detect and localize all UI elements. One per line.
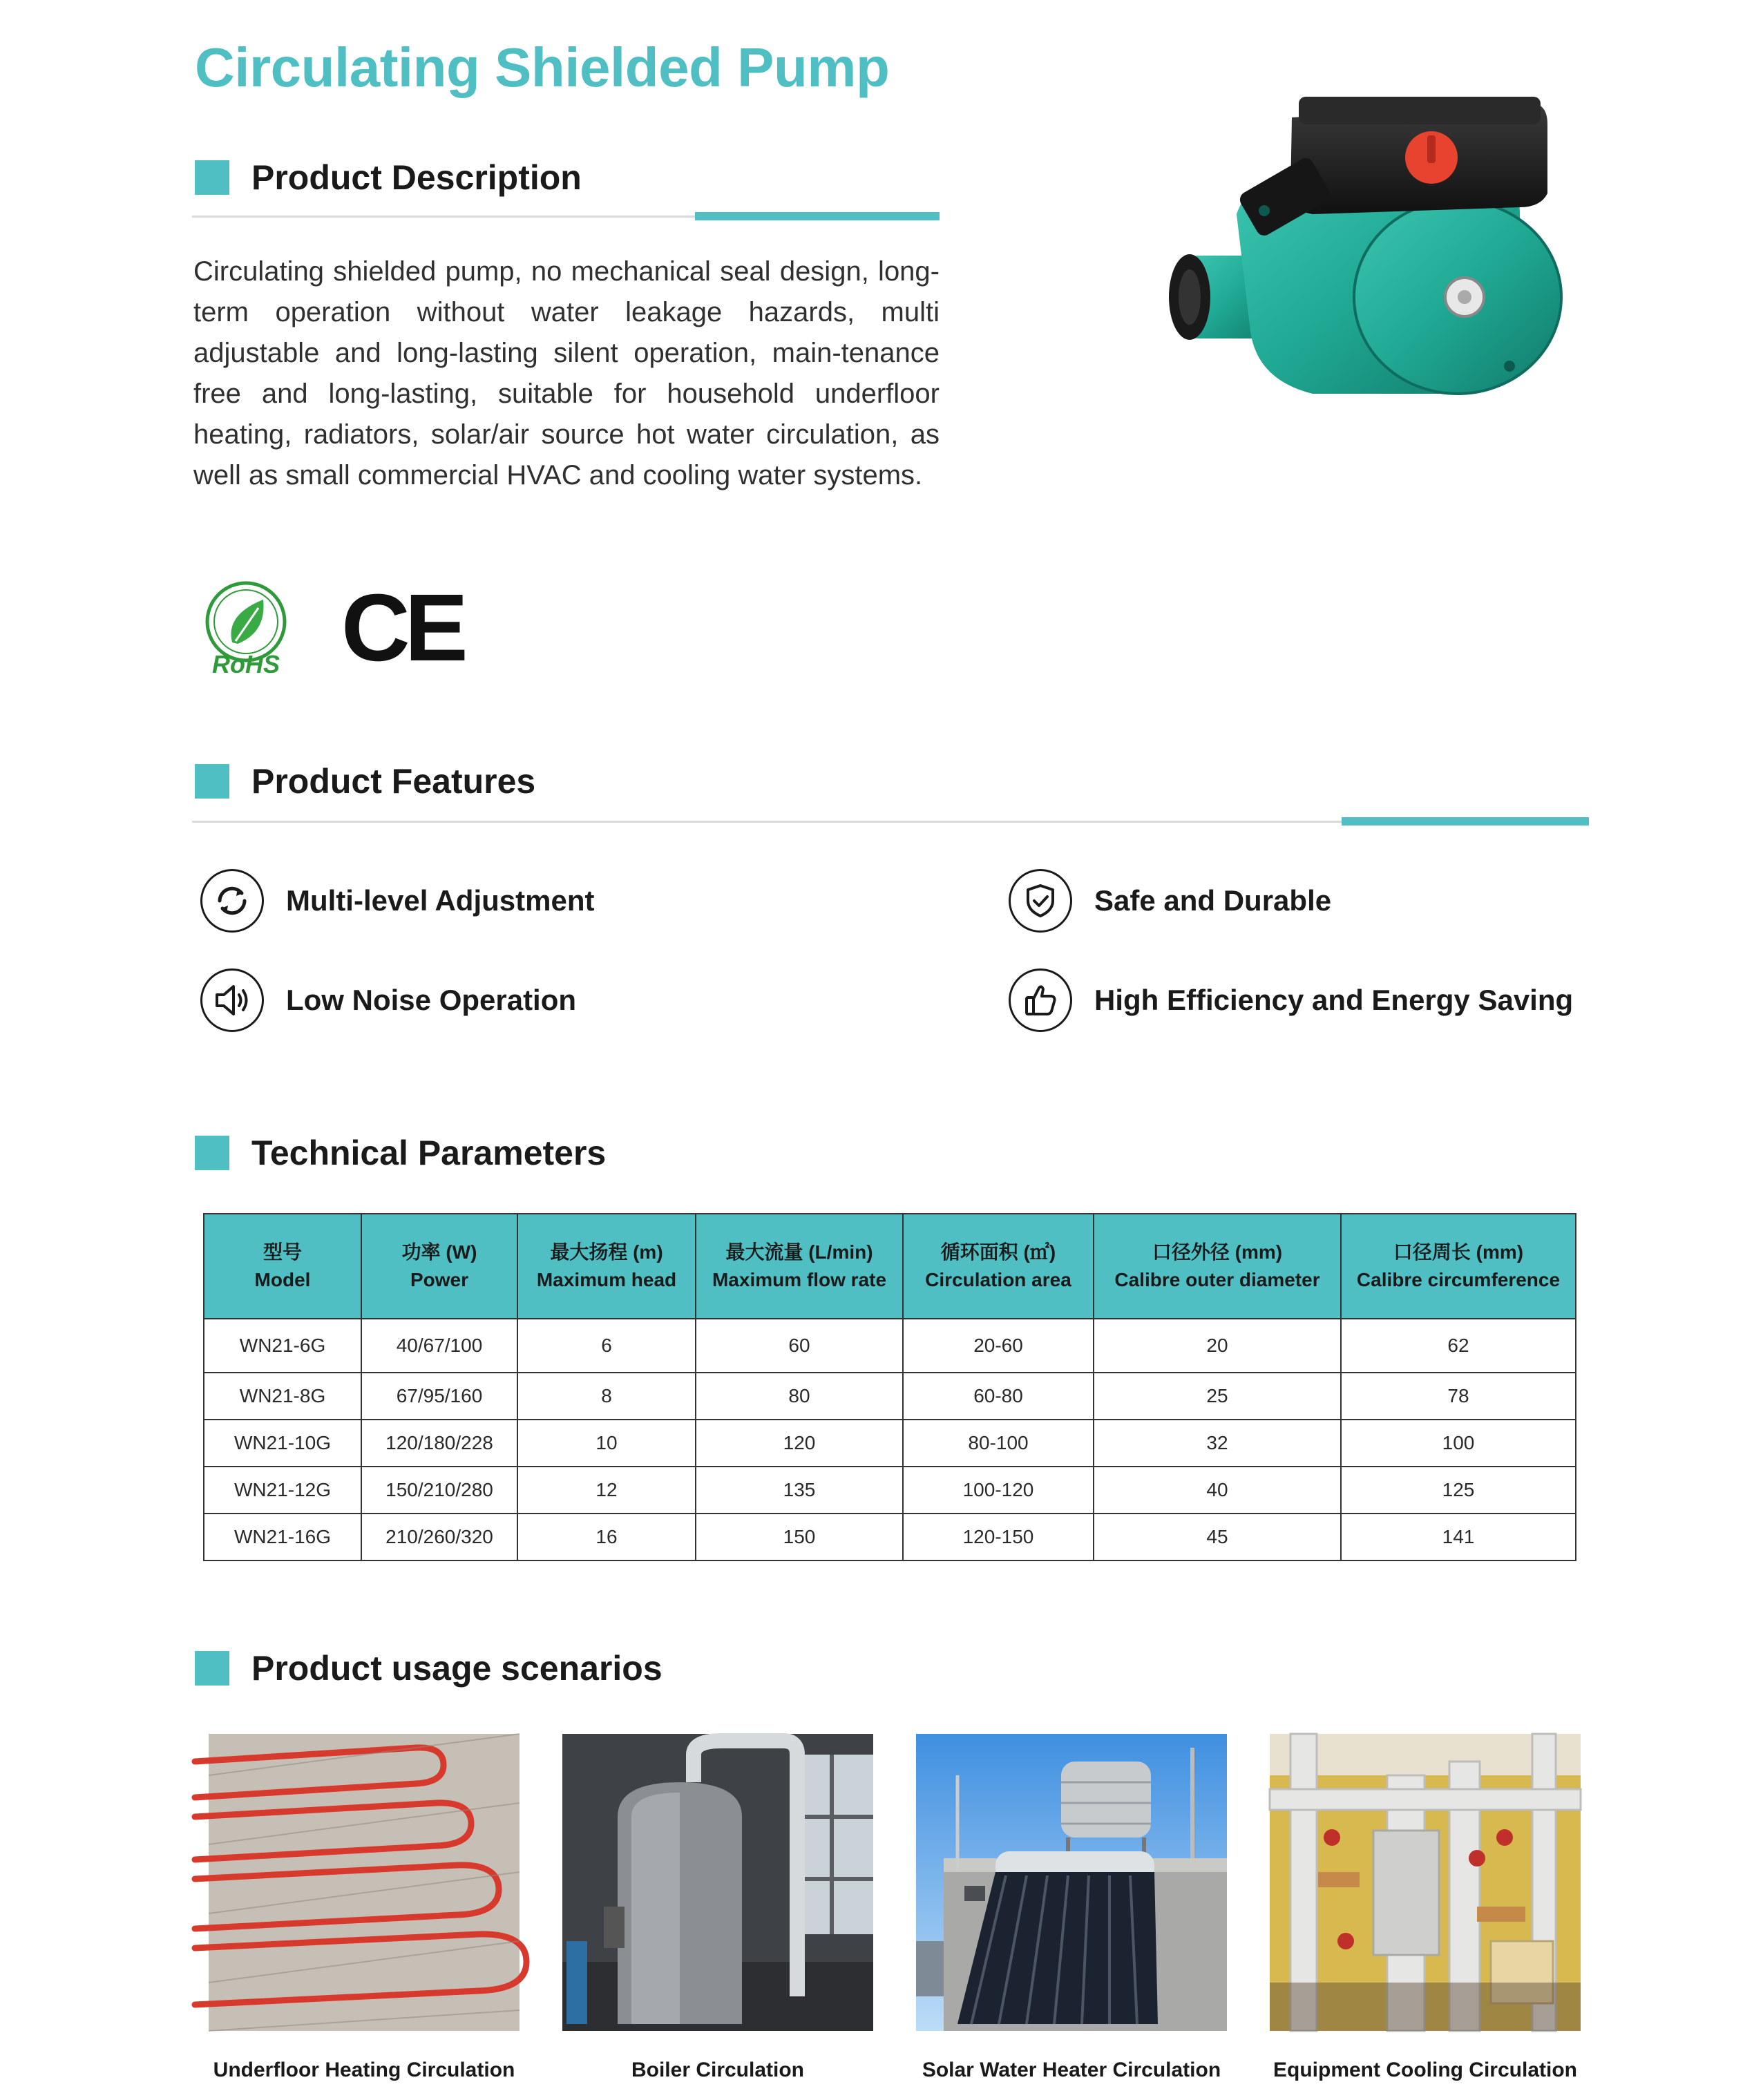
table-cell: WN21-6G bbox=[204, 1319, 361, 1373]
table-cell: 45 bbox=[1094, 1514, 1341, 1560]
section-marker bbox=[195, 764, 229, 799]
feature-label: Safe and Durable bbox=[1094, 884, 1332, 917]
table-cell: 78 bbox=[1341, 1373, 1576, 1420]
table-cell: 125 bbox=[1341, 1467, 1576, 1514]
table-cell: WN21-12G bbox=[204, 1467, 361, 1514]
feature-label: Low Noise Operation bbox=[286, 984, 577, 1016]
table-cell: 120-150 bbox=[903, 1514, 1094, 1560]
table-cell: 210/260/320 bbox=[361, 1514, 517, 1560]
table-row bbox=[204, 1373, 1576, 1420]
column-header-circumference: 口径周长 (mm) Calibre circumference bbox=[1341, 1214, 1576, 1319]
feature-high-efficiency bbox=[1009, 968, 1573, 1032]
speaker-icon bbox=[200, 968, 264, 1032]
table-cell: 100-120 bbox=[903, 1467, 1094, 1514]
section-marker bbox=[195, 1136, 229, 1170]
table-cell: 20-60 bbox=[903, 1319, 1094, 1373]
section-header-description bbox=[195, 158, 582, 198]
table-header-row bbox=[204, 1214, 1576, 1319]
section-title-features: Product Features bbox=[251, 762, 536, 801]
rohs-mark-text: RoHS bbox=[212, 650, 280, 678]
ce-logo bbox=[341, 575, 463, 681]
table-row bbox=[204, 1467, 1576, 1514]
scenario-image-equipment-cooling bbox=[1270, 1734, 1581, 2031]
scenario-image-underfloor-heating bbox=[209, 1734, 520, 2031]
table-cell: 32 bbox=[1094, 1420, 1341, 1467]
table-cell: 12 bbox=[517, 1467, 696, 1514]
refresh-icon bbox=[200, 869, 264, 933]
table-cell: 6 bbox=[517, 1319, 696, 1373]
section-header-parameters bbox=[195, 1133, 606, 1173]
column-header-max-head: 最大扬程 (m) Maximum head bbox=[517, 1214, 696, 1319]
table-cell: 10 bbox=[517, 1420, 696, 1467]
feature-multi-level-adjustment bbox=[200, 869, 594, 933]
table-cell: 120 bbox=[696, 1420, 903, 1467]
table-cell: WN21-16G bbox=[204, 1514, 361, 1560]
table-cell: 62 bbox=[1341, 1319, 1576, 1373]
table-cell: 25 bbox=[1094, 1373, 1341, 1420]
ce-mark-text: CE bbox=[341, 575, 463, 681]
table-cell: 60-80 bbox=[903, 1373, 1094, 1420]
feature-label: High Efficiency and Energy Saving bbox=[1094, 984, 1574, 1016]
section-header-features bbox=[195, 761, 535, 801]
ce-icon bbox=[341, 575, 463, 681]
column-header-power: 功率 (W) Power bbox=[361, 1214, 517, 1319]
section-divider-accent bbox=[695, 212, 940, 220]
table-cell: 80 bbox=[696, 1373, 903, 1420]
table-cell: 40/67/100 bbox=[361, 1319, 517, 1373]
scenario-caption: Underfloor Heating Circulation bbox=[213, 2059, 515, 2081]
table-cell: 40 bbox=[1094, 1467, 1341, 1514]
feature-label: Multi-level Adjustment bbox=[286, 884, 595, 917]
column-header-outer-diameter: 口径外径 (mm) Calibre outer diameter bbox=[1094, 1214, 1341, 1319]
table-cell: 8 bbox=[517, 1373, 696, 1420]
table-row bbox=[204, 1420, 1576, 1467]
table-cell: 120/180/228 bbox=[361, 1420, 517, 1467]
table-cell: 141 bbox=[1341, 1514, 1576, 1560]
table-cell: 67/95/160 bbox=[361, 1373, 517, 1420]
section-title-description: Product Description bbox=[251, 158, 582, 197]
product-description-text: Circulating shielded pump, no mechanical seal design, long-term operation without water leakage hazards, multi adjustable and long-lasting silent operation, main-tenance free and long-lasting, suitable for household underfloor heating, radiators, solar/air source hot water circulation, as well as small commercial HVAC and cooling water systems. bbox=[193, 256, 940, 490]
product-image-pump bbox=[1133, 69, 1603, 414]
thumbs-up-icon bbox=[1009, 968, 1072, 1032]
section-divider-accent bbox=[1342, 817, 1589, 825]
section-marker bbox=[195, 1651, 229, 1686]
table-cell: 150/210/280 bbox=[361, 1467, 517, 1514]
feature-safe-and-durable bbox=[1009, 869, 1331, 933]
table-cell: 135 bbox=[696, 1467, 903, 1514]
table-cell: 100 bbox=[1341, 1420, 1576, 1467]
section-marker bbox=[195, 160, 229, 195]
table-cell: 150 bbox=[696, 1514, 903, 1560]
section-header-scenarios bbox=[195, 1648, 663, 1688]
shield-check-icon bbox=[1009, 869, 1072, 933]
rohs-icon bbox=[198, 580, 294, 677]
scenario-caption: Solar Water Heater Circulation bbox=[922, 2059, 1221, 2081]
table-cell: WN21-10G bbox=[204, 1420, 361, 1467]
technical-parameters-table bbox=[203, 1213, 1576, 1561]
column-header-circulation-area: 循环面积 (㎡) Circulation area bbox=[903, 1214, 1094, 1319]
pump-illustration bbox=[1133, 69, 1603, 414]
table-cell: 20 bbox=[1094, 1319, 1341, 1373]
section-title-scenarios: Product usage scenarios bbox=[251, 1649, 663, 1688]
table-cell: 80-100 bbox=[903, 1420, 1094, 1467]
table-cell: WN21-8G bbox=[204, 1373, 361, 1420]
rohs-logo bbox=[198, 580, 294, 677]
scenario-caption: Boiler Circulation bbox=[631, 2059, 805, 2081]
scenario-image-solar-water-heater bbox=[916, 1734, 1227, 2031]
feature-low-noise-operation bbox=[200, 968, 576, 1032]
table-row bbox=[204, 1514, 1576, 1560]
table-cell: 16 bbox=[517, 1514, 696, 1560]
section-title-parameters: Technical Parameters bbox=[251, 1134, 607, 1172]
scenario-image-boiler bbox=[562, 1734, 873, 2031]
table-row bbox=[204, 1319, 1576, 1373]
column-header-model: 型号 Model bbox=[204, 1214, 361, 1319]
table-cell: 60 bbox=[696, 1319, 903, 1373]
page-title: Circulating Shielded Pump bbox=[195, 37, 890, 98]
column-header-max-flow: 最大流量 (L/min) Maximum flow rate bbox=[696, 1214, 903, 1319]
scenario-caption: Equipment Cooling Circulation bbox=[1273, 2059, 1577, 2081]
